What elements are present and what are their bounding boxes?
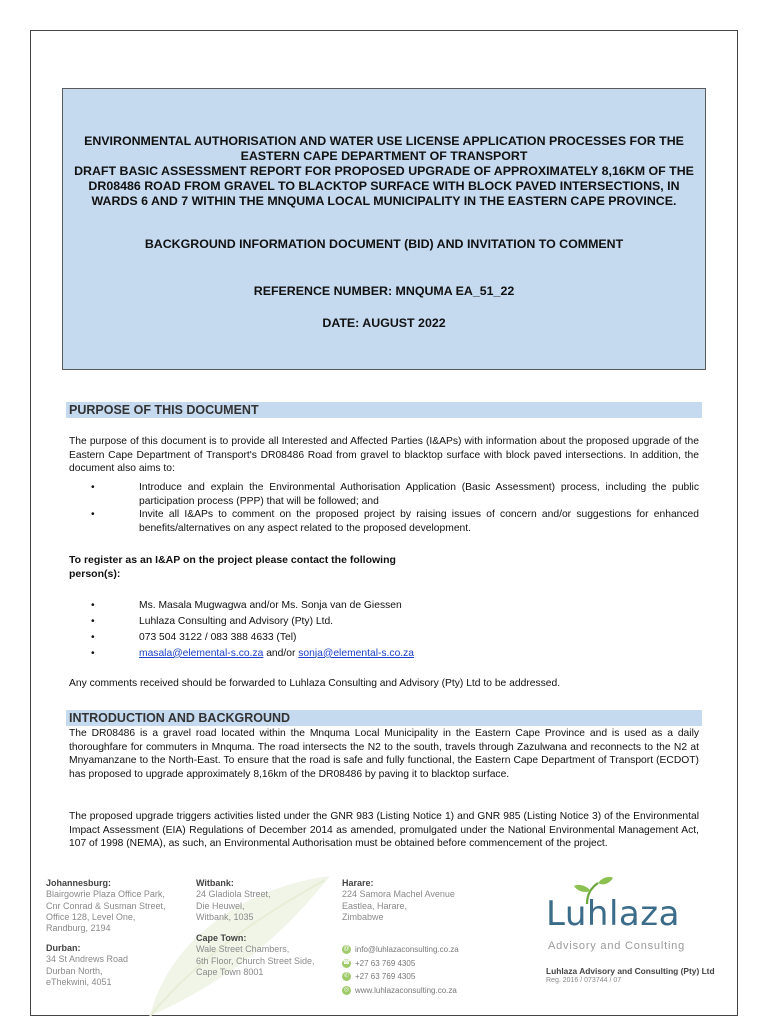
email-link-sonja[interactable]: sonja@elemental-s.co.za: [298, 647, 415, 659]
list-item: [69, 631, 699, 645]
document-date: DATE: AUGUST 2022: [322, 316, 446, 330]
contact-company: Luhlaza Consulting and Advisory (Pty) Ltd.: [139, 615, 334, 627]
list-item: • Invite all I&APs to comment on the proposed project by raising issues of concern and/or suggestions for enhanced benefits/alternatives on any aspect related to the proposed development.: [91, 509, 699, 534]
bullet-icon: •: [91, 647, 95, 659]
closing-statement: Any comments received should be forwarded to Luhlaza Consulting and Advisory (Pty) Ltd to be addressed.: [69, 678, 561, 689]
email-join: and/or: [263, 647, 299, 659]
footer: [30, 866, 738, 1016]
phone-icon: ☎: [342, 959, 351, 966]
luhlaza-logo-text: Luhlaza: [546, 894, 680, 934]
bullet-icon: •: [91, 631, 95, 643]
contact-names: Ms. Masala Mugwagwa and/or Ms. Sonja van de Giessen: [139, 600, 402, 611]
purpose-intro: The purpose of this document is to provide all Interested and Affected Parties (I&APs) with information about the proposed upgrade of the Eastern Cape Department of Transport's DR08486 Road from gravel to blacktop surface with block paved intersections. In addition, the document also aims to:: [69, 436, 699, 475]
bullet-icon: •: [91, 482, 95, 493]
company-registration: Reg. 2016 / 073744 / 07: [546, 977, 622, 984]
title-line-1: ENVIRONMENTAL AUTHORISATION AND WATER USE LICENSE APPLICATION PROCESSES FOR THE EASTERN CAPE DEPARTMENT OF TRANSPORT: [84, 134, 684, 163]
intro-heading: INTRODUCTION AND BACKGROUND: [66, 710, 702, 726]
purpose-bullet-list: [69, 481, 699, 535]
title-box: [62, 88, 706, 370]
contact-email-row: @ info@luhlazaconsulting.co.za: [343, 945, 459, 955]
office-harare: Harare: 224 Samora Machel Avenue Eastlea, Harare, Zimbabwe: [342, 878, 455, 922]
title-line-3: BACKGROUND INFORMATION DOCUMENT (BID) AND INVITATION TO COMMENT: [144, 237, 624, 251]
reference-number: REFERENCE NUMBER: MNQUMA EA_51_22: [253, 284, 515, 298]
contact-list: [69, 599, 699, 663]
whatsapp-icon: ✆: [343, 973, 350, 980]
bullet-icon: •: [91, 509, 95, 521]
email-link-masala[interactable]: masala@elemental-s.co.za: [139, 647, 264, 659]
mail-icon: @: [343, 946, 350, 953]
intro-paragraph-2: The proposed upgrade triggers activities listed under the GNR 983 (Listing Notice 1) and GNR 985 (Listing Notice 3) of the Environmental Impact Assessment (EIA) Regulations of December 2014 as amended, promulgated under the National Environmental Management Act, 107 of 1998 (NEMA), as such, an Environmental Authorisation must be obtained before commencement of the project.: [69, 811, 699, 850]
company-name: Luhlaza Advisory and Consulting (Pty) Ltd: [546, 966, 715, 976]
bullet-icon: •: [91, 615, 95, 627]
office-cape-town: Cape Town: Wale Street Chambers, 6th Floor, Church Street Side, Cape Town 8001: [196, 933, 315, 977]
bullet-icon: •: [91, 600, 95, 611]
globe-icon: ◎: [343, 986, 350, 993]
register-heading: To register as an I&AP on the project please contact the following person(s):: [69, 554, 396, 580]
contact-details: [342, 943, 459, 997]
luhlaza-tagline: Advisory and Consulting: [548, 940, 686, 952]
contact-phone-row: ☎ +27 63 769 4305: [342, 958, 416, 968]
list-item: • Introduce and explain the Environmental Authorisation Application (Basic Assessment) process, including the public participation process (PPP) that will be followed; and: [91, 482, 699, 507]
title-line-2: DRAFT BASIC ASSESSMENT REPORT FOR PROPOSED UPGRADE OF APPROXIMATELY 8,16KM OF THE DR08486 ROAD FROM GRAVEL TO BLACKTOP SURFACE WITH BLOCK PAVED INTERSECTIONS, IN WARDS 6 AND 7 WITHIN THE MNQUMA LOCAL MUNICIPALITY IN THE EASTERN CAPE PROVINCE.: [74, 164, 694, 208]
list-item: [69, 647, 699, 661]
list-item: [69, 615, 699, 629]
office-durban: Durban: 34 St Andrews Road Durban North, eThekwini, 4051: [46, 943, 129, 987]
contact-web-row: ◎ www.luhlazaconsulting.co.za: [343, 985, 457, 995]
list-item: [69, 599, 699, 613]
purpose-heading: PURPOSE OF THIS DOCUMENT: [66, 402, 702, 418]
contact-phone: 073 504 3122 / 083 388 4633 (Tel): [139, 631, 297, 643]
office-witbank: Witbank: 24 Gladiola Street, Die Heuwel, Witbank, 1035: [196, 878, 271, 922]
contact-whatsapp-row: ✆ +27 63 769 4305: [343, 972, 416, 982]
office-johannesburg: Johannesburg: Blairgowrie Plaza Office Park, Cnr Conrad & Susman Street, Office 128, Level One, Randburg, 2194: [46, 878, 166, 934]
intro-paragraph-1: The DR08486 is a gravel road located within the Mnquma Local Municipality in the Eastern Cape Province and is used as a daily thoroughfare for commuters in Mnquma. The road intersects the N2 to the south, travels through Zazulwana and reconnects to the N2 at Mnyamanzane to the North-East. To ensure that the road is safe and fully functional, the Eastern Cape Department of Transport (ECDOT) has proposed to upgrade approximately 8,16km of the DR08486 by paving it to blacktop surface.: [69, 728, 699, 780]
